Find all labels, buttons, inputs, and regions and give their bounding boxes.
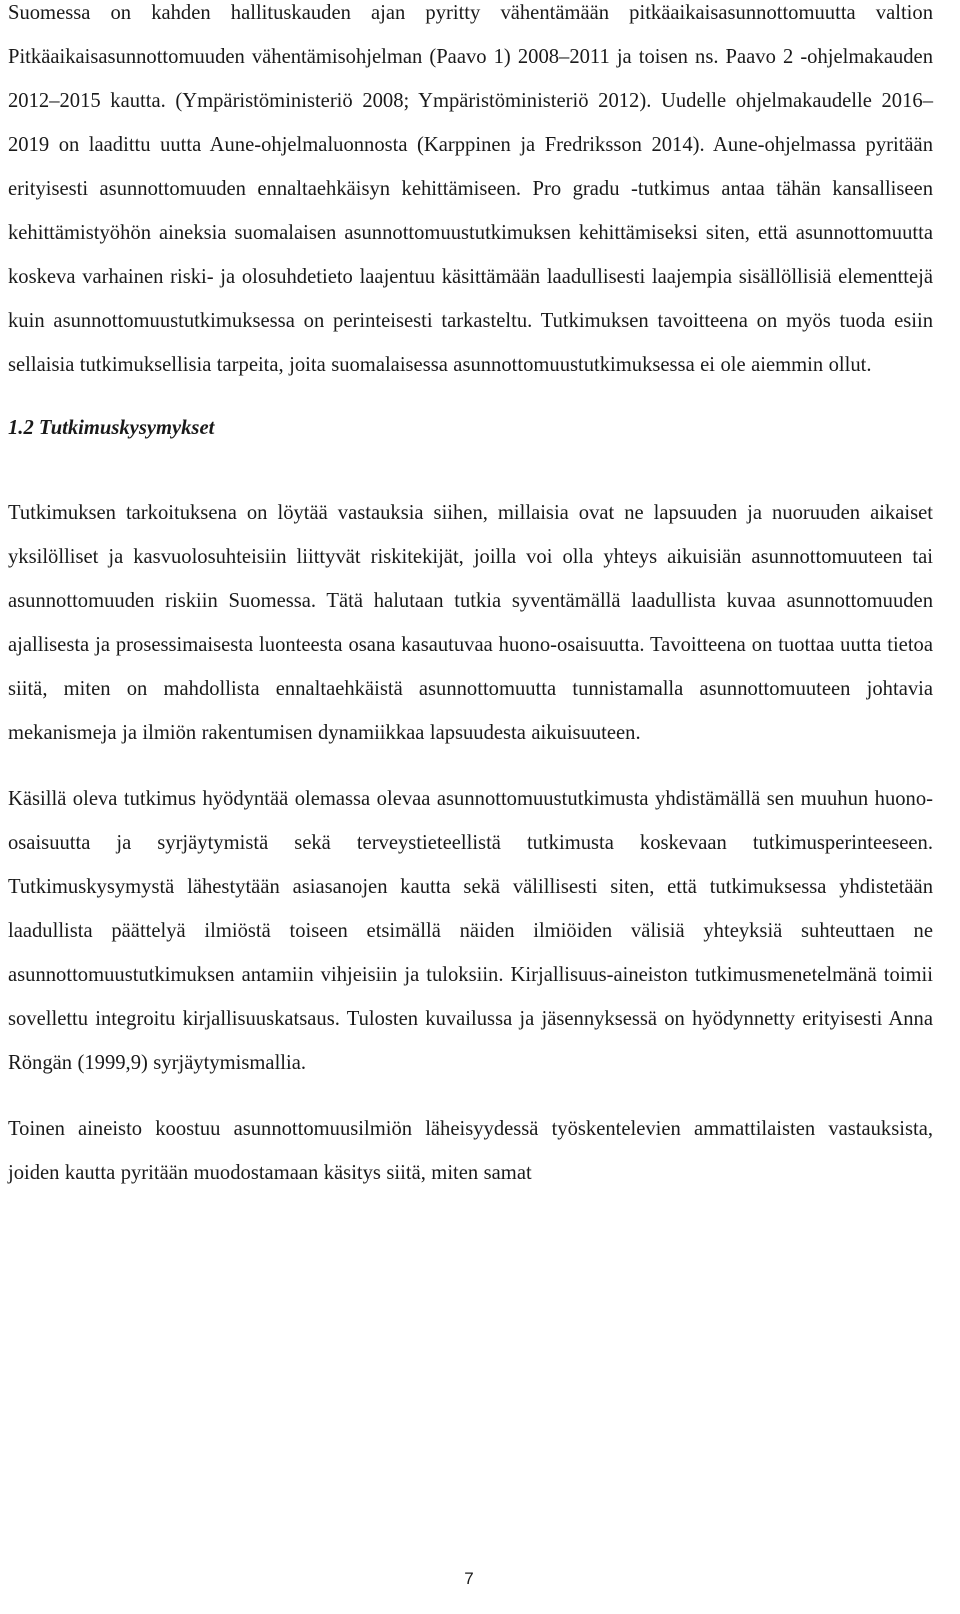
intro-paragraph: Suomessa on kahden hallituskauden ajan pyritty vähentämään pitkäaikaisasunnottomuutta valtion Pitkäaikaisasunnottomuuden vähentämisohjelman (Paavo 1) 2008–2011 ja toisen ns. Paavo 2 -ohjelmakauden 2012–2015 kautta. (Ympäristöministeriö 2008; Ympäristöministeriö 2012). Uudelle ohjelmakaudelle 2016–2019 on laadittu uutta Aune-ohjelmaluonnosta (Karppinen ja Fredriksson 2014). Aune-ohjelmassa pyritään erityisesti asunnottomuuden ennaltaehkäisyn kehittämiseen. Pro gradu -tutkimus antaa tähän kansalliseen kehittämistyöhön aineksia suomalaisen asunnottomuustutkimuksen kehittämiseksi siten, että asunnottomuutta koskeva varhainen riski- ja olosuhdetieto laajentuu käsittämään laadullisesti laajempia sisällöllisiä elementtejä kuin asunnottomuustutkimuksessa on perinteisesti tarkasteltu. Tutkimuksen tavoitteena on myös tuoda esiin sellaisia tutkimuksellisia tarpeita, joita suomalaisessa asunnottomuustutkimuksessa ei ole aiemmin ollut. bbox=[8, 2, 933, 376]
section-heading: 1.2 Tutkimuskysymykset bbox=[8, 417, 215, 439]
document-page bbox=[8, 0, 933, 1195]
methods-paragraph: Käsillä oleva tutkimus hyödyntää olemassa olevaa asunnottomuustutkimusta yhdistämällä sen muuhun huono-osaisuutta ja syrjäytymistä sekä terveystieteellistä tutkimusta koskevaan tutkimusperinteeseen. Tutkimuskysymystä lähestytään asiasanojen kautta sekä välillisesti siten, että tutkimuksessa yhdistetään laadullista päättelyä ilmiöstä toiseen etsimällä näiden ilmiöiden välisiä yhteyksiä suhteuttaen ne asunnottomuustutkimuksen antamiin vihjeisiin ja tuloksiin. Kirjallisuus-aineiston tutkimusmenetelmänä toimii sovellettu integroitu kirjallisuuskatsaus. Tulosten kuvailussa ja jäsennyksessä on hyödynnetty erityisesti Anna Röngän (1999,9) syrjäytymismallia. bbox=[8, 788, 933, 1074]
page-number: 7 bbox=[464, 1569, 474, 1588]
second-dataset-paragraph: Toinen aineisto koostuu asunnottomuusilmiön läheisyydessä työskentelevien ammattilaisten vastauksista, joiden kautta pyritään muodostamaan käsitys siitä, miten samat bbox=[8, 1118, 933, 1184]
research-purpose-paragraph: Tutkimuksen tarkoituksena on löytää vastauksia siihen, millaisia ovat ne lapsuuden ja nuoruuden aikaiset yksilölliset ja kasvuolosuhteisiin liittyvät riskitekijät, joilla voi olla yhteys aikuisiän asunnottomuuteen tai asunnottomuuden riskiin Suomessa. Tätä halutaan tutkia syventämällä laadullista kuvaa asunnottomuuden ajallisesta ja prosessimaisesta luonteesta osana kasautuvaa huono-osaisuutta. Tavoitteena on tuottaa uutta tietoa siitä, miten on mahdollista ennaltaehkäistä asunnottomuutta tunnistamalla asunnottomuuteen johtavia mekanismeja ja ilmiön rakentumisen dynamiikkaa lapsuudesta aikuisuuteen. bbox=[8, 502, 933, 744]
